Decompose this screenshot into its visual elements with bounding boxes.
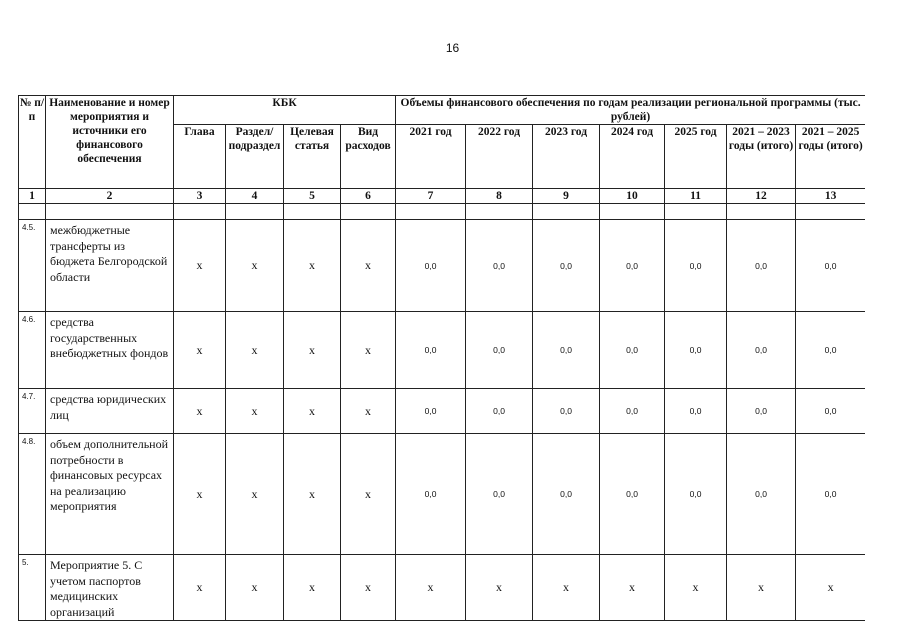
header-year-2022: 2022 год	[466, 125, 533, 189]
value-cell: 0,0	[396, 389, 466, 434]
kbk-cell: х	[284, 312, 341, 389]
kbk-cell: х	[174, 555, 226, 621]
table-row	[19, 220, 866, 312]
page-number: 16	[445, 41, 460, 55]
value-cell: 0,0	[396, 434, 466, 555]
header-kbk-statya: Целевая статья	[284, 125, 341, 189]
kbk-cell: х	[174, 220, 226, 312]
value-cell: 0,0	[533, 312, 600, 389]
kbk-cell: х	[226, 555, 284, 621]
table-row	[19, 555, 866, 621]
kbk-cell: х	[341, 555, 396, 621]
kbk-cell: х	[226, 434, 284, 555]
column-number: 5	[284, 189, 341, 204]
kbk-cell: х	[341, 220, 396, 312]
value-cell: 0,0	[466, 312, 533, 389]
column-number: 6	[341, 189, 396, 204]
row-name: объем дополнительной потребности в финансовых ресурсах на реализацию мероприятия	[46, 434, 174, 555]
kbk-cell: х	[284, 555, 341, 621]
row-number: 4.7.	[19, 389, 46, 434]
kbk-cell: х	[341, 434, 396, 555]
value-cell: 0,0	[727, 220, 796, 312]
kbk-cell: х	[341, 312, 396, 389]
value-cell: х	[665, 555, 727, 621]
value-cell: 0,0	[600, 434, 665, 555]
column-number: 8	[466, 189, 533, 204]
value-cell: 0,0	[396, 312, 466, 389]
row-number: 4.8.	[19, 434, 46, 555]
kbk-cell: х	[174, 312, 226, 389]
value-cell: 0,0	[396, 220, 466, 312]
table-row	[19, 312, 866, 389]
column-number: 1	[19, 189, 46, 204]
row-name: межбюджетные трансферты из бюджета Белгородской области	[46, 220, 174, 312]
column-number: 11	[665, 189, 727, 204]
kbk-cell: х	[174, 434, 226, 555]
value-cell: х	[727, 555, 796, 621]
value-cell: х	[796, 555, 865, 621]
header-num: № п/п	[19, 96, 46, 189]
value-cell: 0,0	[466, 434, 533, 555]
row-name: средства юридических лиц	[46, 389, 174, 434]
column-number: 4	[226, 189, 284, 204]
header-kbk-vid: Вид расходов	[341, 125, 396, 189]
header-year-2023: 2023 год	[533, 125, 600, 189]
spacer-row	[19, 204, 866, 220]
table-row	[19, 389, 866, 434]
table-row	[19, 434, 866, 555]
row-name: Мероприятие 5. С учетом паспортов медицинских организаций	[46, 555, 174, 621]
value-cell: х	[600, 555, 665, 621]
value-cell: 0,0	[665, 220, 727, 312]
header-total-2021-2023: 2021 – 2023 годы (итого)	[727, 125, 796, 189]
column-number: 9	[533, 189, 600, 204]
header-kbk-glava: Глава	[174, 125, 226, 189]
value-cell: 0,0	[796, 389, 865, 434]
value-cell: 0,0	[727, 434, 796, 555]
kbk-cell: х	[226, 220, 284, 312]
row-number: 5.	[19, 555, 46, 621]
column-number: 12	[727, 189, 796, 204]
value-cell: 0,0	[466, 220, 533, 312]
value-cell: 0,0	[665, 312, 727, 389]
header-funding: Объемы финансового обеспечения по годам реализации региональной программы (тыс. рублей)	[396, 96, 865, 125]
value-cell: 0,0	[533, 389, 600, 434]
value-cell: 0,0	[600, 389, 665, 434]
value-cell: х	[533, 555, 600, 621]
header-year-2024: 2024 год	[600, 125, 665, 189]
kbk-cell: х	[284, 434, 341, 555]
value-cell: х	[466, 555, 533, 621]
column-number: 10	[600, 189, 665, 204]
value-cell: 0,0	[533, 434, 600, 555]
value-cell: 0,0	[796, 434, 865, 555]
row-number: 4.6.	[19, 312, 46, 389]
kbk-cell: х	[226, 389, 284, 434]
header-name: Наименование и номер мероприятия и источники его финансового обеспечения	[46, 96, 174, 189]
kbk-cell: х	[226, 312, 284, 389]
value-cell: х	[396, 555, 466, 621]
value-cell: 0,0	[533, 220, 600, 312]
column-number: 2	[46, 189, 174, 204]
kbk-cell: х	[284, 220, 341, 312]
column-number: 7	[396, 189, 466, 204]
header-year-2021: 2021 год	[396, 125, 466, 189]
kbk-cell: х	[284, 389, 341, 434]
header-year-2025: 2025 год	[665, 125, 727, 189]
funding-table-wrapper	[18, 95, 865, 640]
column-number: 13	[796, 189, 865, 204]
kbk-cell: х	[174, 389, 226, 434]
header-kbk-razdel: Раздел/ подраздел	[226, 125, 284, 189]
header-total-2021-2025: 2021 – 2025 годы (итого)	[796, 125, 865, 189]
funding-table	[18, 95, 865, 621]
value-cell: 0,0	[665, 389, 727, 434]
value-cell: 0,0	[796, 220, 865, 312]
value-cell: 0,0	[600, 220, 665, 312]
value-cell: 0,0	[466, 389, 533, 434]
row-number: 4.5.	[19, 220, 46, 312]
value-cell: 0,0	[727, 389, 796, 434]
value-cell: 0,0	[796, 312, 865, 389]
value-cell: 0,0	[665, 434, 727, 555]
header-kbk: КБК	[174, 96, 396, 125]
value-cell: 0,0	[727, 312, 796, 389]
value-cell: 0,0	[600, 312, 665, 389]
kbk-cell: х	[341, 389, 396, 434]
row-name: средства государственных внебюджетных фондов	[46, 312, 174, 389]
column-number: 3	[174, 189, 226, 204]
